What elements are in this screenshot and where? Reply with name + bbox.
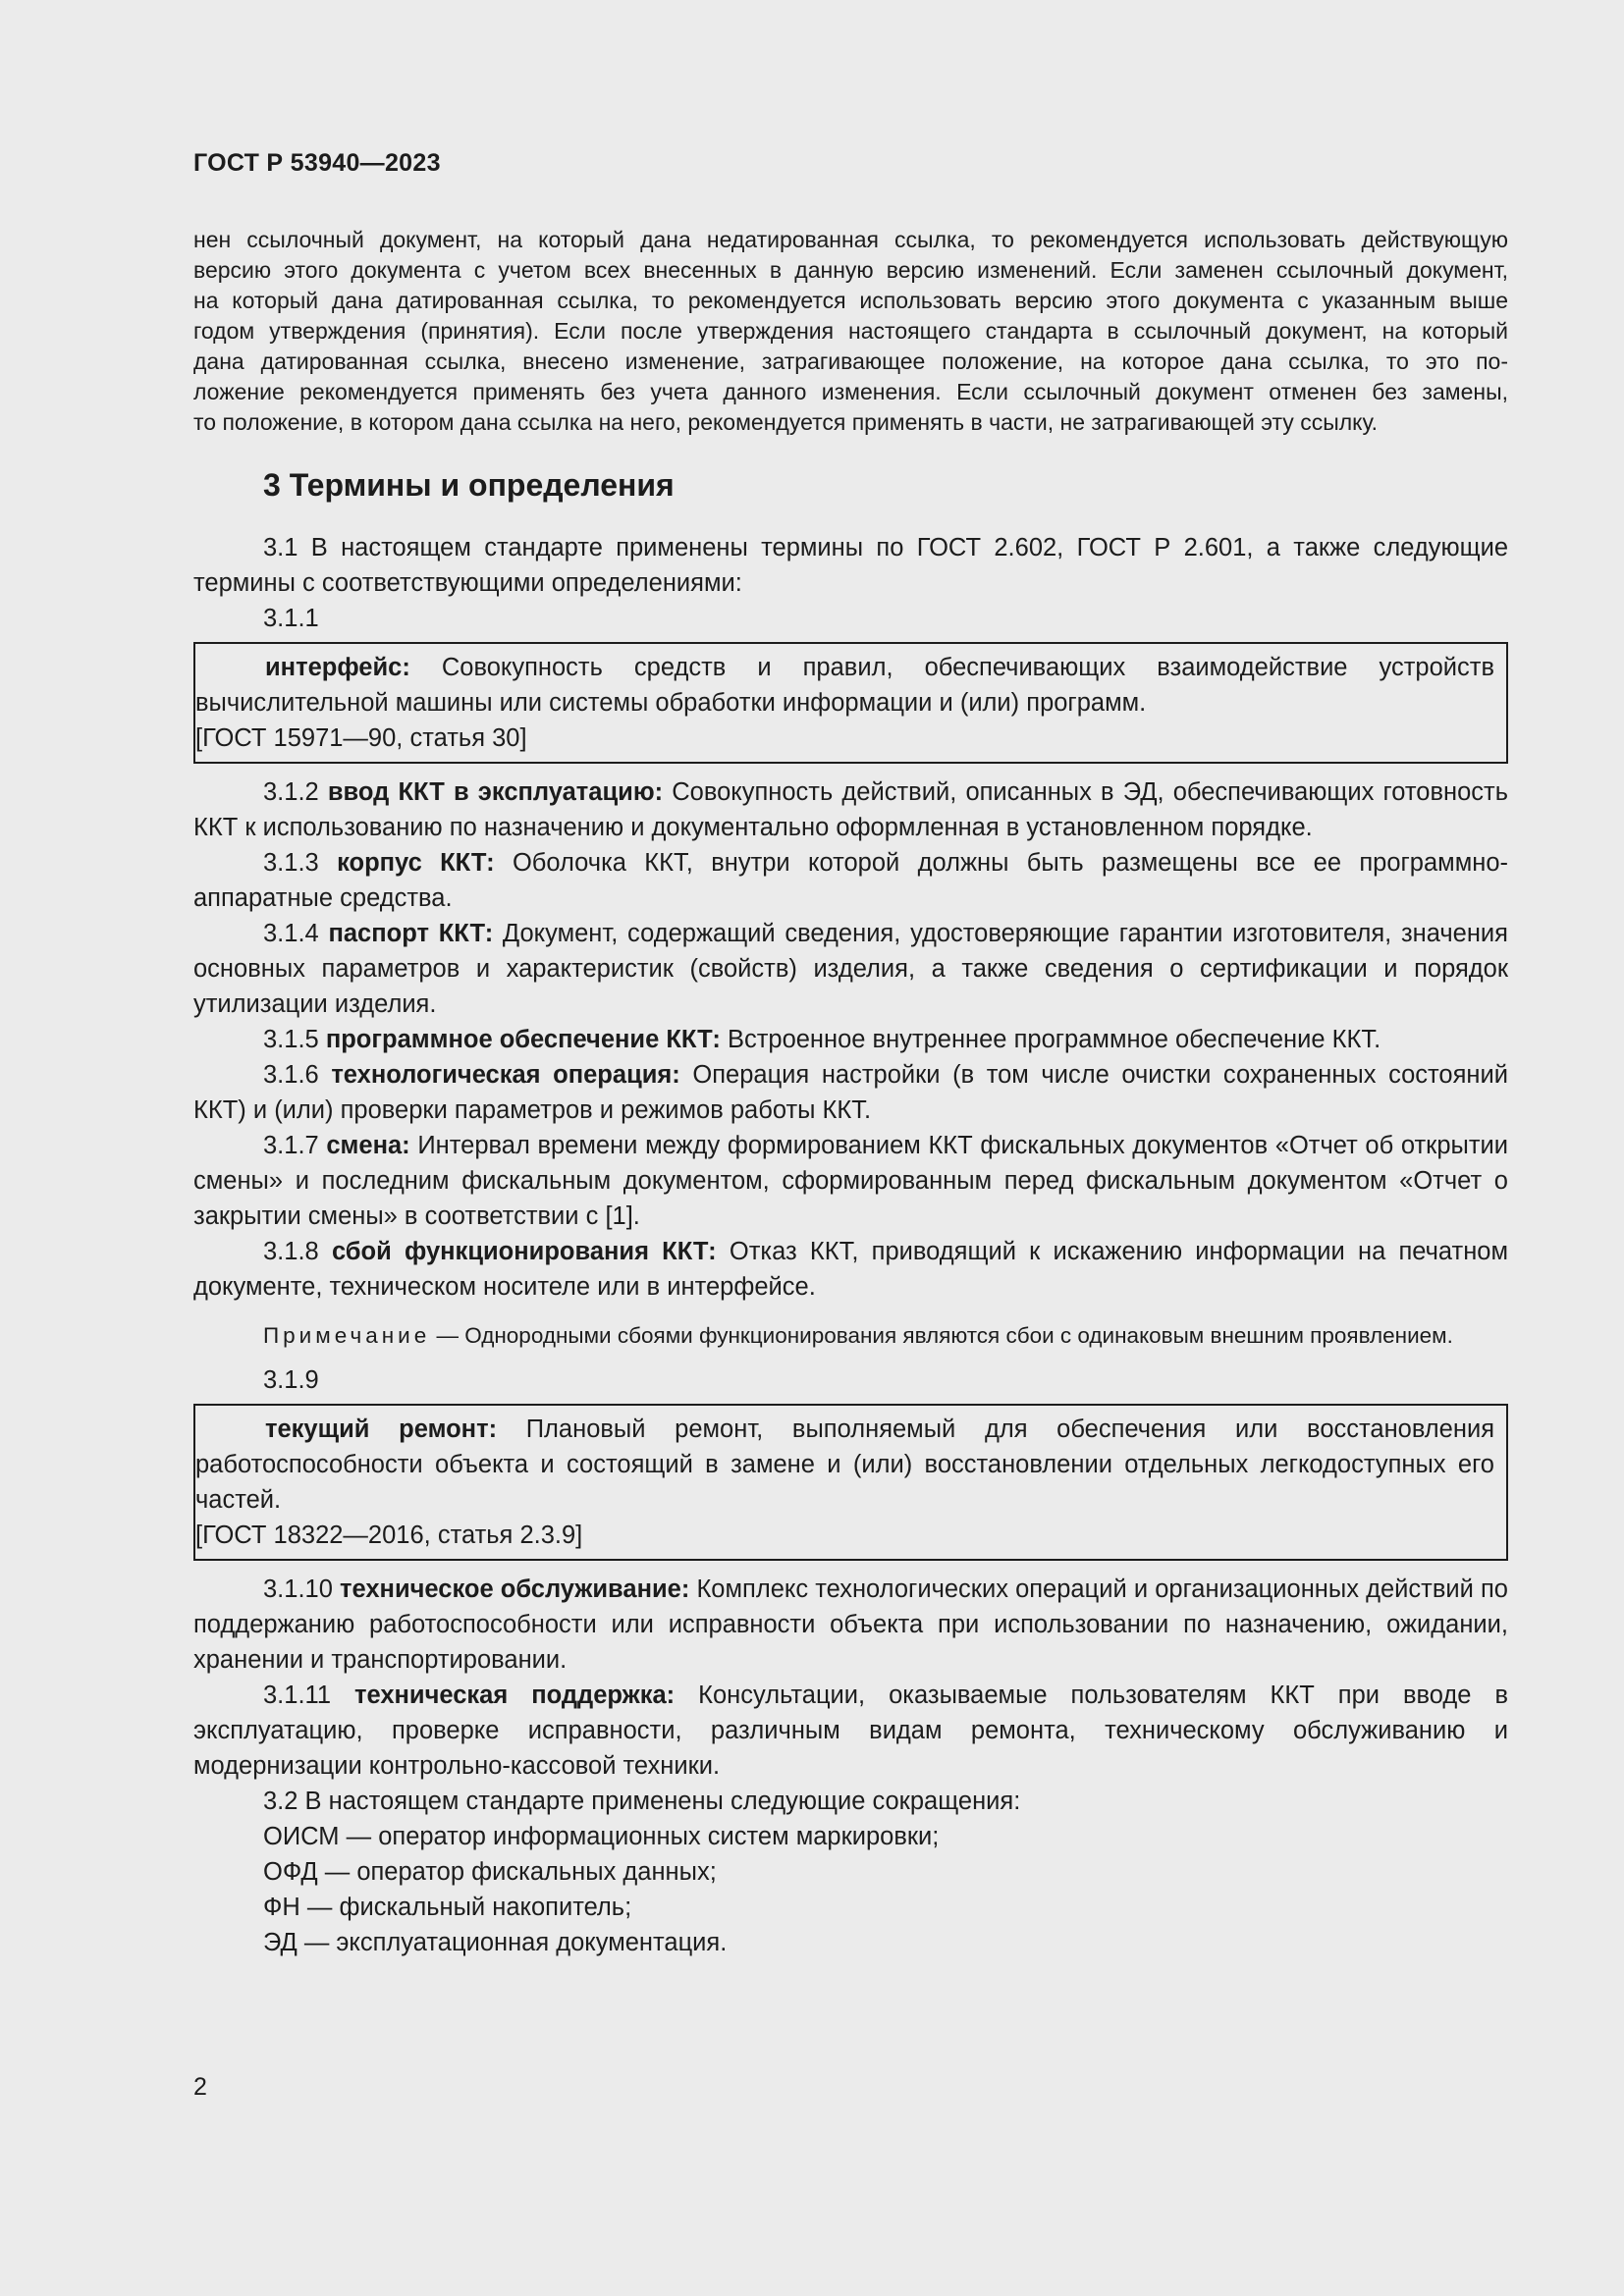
term-box-current-repair <box>193 1404 1508 1561</box>
intro-line: то положение, в котором дана ссылка на него, рекомендуется применять в части, не затрагивающей эту ссылку. <box>193 409 1379 435</box>
term-text: Документ, содержащий сведения, удостоверяющие гарантии изготовителя, значения основных параметров и характеристик (свойств) изделия, а также сведения о сертификации и порядок утилизации изделия. <box>193 920 1508 1018</box>
term-text: Операция настройки (в том числе очистки сохраненных состояний ККТ) и (или) проверки параметров и режимов работы ККТ. <box>193 1061 1508 1124</box>
document-header: ГОСТ Р 53940—2023 <box>193 149 441 177</box>
term-text: Консультации, оказываемые пользователям ККТ при вводе в эксплуатацию, проверке исправности, различным видам ремонта, техническому обслуживанию и модернизации контрольно-кассовой техники. <box>193 1682 1509 1780</box>
term-name: программное обеспечение ККТ: <box>325 1026 721 1053</box>
term-number: 3.1.11 <box>263 1682 354 1709</box>
term-name: техническая поддержка: <box>353 1682 676 1709</box>
term-3-1-3 <box>193 845 1508 916</box>
term-number: 3.1.4 <box>263 920 329 947</box>
intro-line: дана датированная ссылка, внесено изменение, затрагивающее положение, на которое дана ссылка, то это по- <box>193 348 1508 374</box>
term-number: 3.1.6 <box>263 1061 332 1089</box>
term-text: Оболочка ККТ, внутри которой должны быть размещены все ее программно-аппаратные средства. <box>193 849 1508 912</box>
term-text: Совокупность средств и правил, обеспечивающих взаимодействие устройств вычислительной машины или системы обработки информации и (или) программ. <box>195 654 1494 717</box>
intro-line: годом утверждения (принятия). Если после утверждения настоящего стандарта в ссылочный документ, на который <box>193 318 1508 344</box>
intro-line: на который дана датированная ссылка, то рекомендуется использовать версию этого документа с указанным выше <box>193 288 1508 313</box>
term-name: корпус ККТ: <box>337 849 495 877</box>
clause-3-1: 3.1 В настоящем стандарте применены термины по ГОСТ 2.602, ГОСТ Р 2.601, а также следующие термины с соответствующими определениями: <box>193 534 1508 597</box>
term-3-1-5 <box>193 1022 1508 1057</box>
term-text: Комплекс технологических операций и организационных действий по поддержанию работоспособности или исправности объекта при использовании по назначению, ожидании, хранении и транспортировании. <box>193 1575 1508 1674</box>
term-source: [ГОСТ 15971—90, статья 30] <box>195 724 527 752</box>
term-text: Плановый ремонт, выполняемый для обеспечения или восстановления работоспособности объекта и состоящий в замене и (или) восстановлении отдельных легкодоступных его частей. <box>195 1415 1494 1514</box>
term-name: текущий ремонт: <box>265 1415 498 1443</box>
page-number: 2 <box>193 2073 207 2101</box>
term-text: Совокупность действий, описанных в ЭД, обеспечивающих готовность ККТ к использованию по назначению и документально оформленная в установленном порядке. <box>193 778 1508 841</box>
term-definition <box>195 1412 1494 1518</box>
term-name: сбой функционирования ККТ: <box>331 1238 717 1265</box>
term-text: Отказ ККТ, приводящий к искажению информации на печатном документе, техническом носителе или в интерфейсе. <box>193 1238 1508 1301</box>
term-text: Встроенное внутреннее программное обеспечение ККТ. <box>720 1026 1381 1053</box>
term-3-1-4 <box>193 916 1508 1022</box>
clause-3-2: 3.2 В настоящем стандарте применены следующие сокращения: <box>263 1788 1021 1815</box>
intro-paragraph <box>193 225 1508 438</box>
note <box>193 1320 1508 1351</box>
term-name: смена: <box>326 1132 410 1159</box>
note-label: Примечание <box>263 1323 431 1348</box>
intro-line: версию этого документа с учетом всех внесенных в данную версию изменений. Если заменен ссылочный документ, <box>193 257 1508 283</box>
term-3-1-6 <box>193 1057 1508 1128</box>
term-3-1-2 <box>193 774 1508 845</box>
term-number: 3.1.8 <box>263 1238 332 1265</box>
term-3-1-10 <box>193 1572 1508 1678</box>
abbreviation-item: ОФД — оператор фискальных данных; <box>263 1858 717 1886</box>
term-name: техническое обслуживание: <box>340 1575 690 1603</box>
abbreviation-item: ЭД — эксплуатационная документация. <box>263 1929 728 1956</box>
term-box-interface <box>193 642 1508 764</box>
clause-number: 3.1.1 <box>263 605 319 632</box>
term-3-1-11 <box>193 1678 1508 1784</box>
term-name: ввод ККТ в эксплуатацию: <box>327 778 664 806</box>
term-number: 3.1.10 <box>263 1575 341 1603</box>
intro-line: нен ссылочный документ, на который дана недатированная ссылка, то рекомендуется использовать действующую <box>193 227 1508 252</box>
term-number: 3.1.7 <box>263 1132 327 1159</box>
intro-line: ложение рекомендуется применять без учета данного изменения. Если ссылочный документ отменен без замены, <box>193 379 1508 404</box>
term-source: [ГОСТ 18322—2016, статья 2.3.9] <box>195 1522 583 1549</box>
abbreviation-item: ОИСМ — оператор информационных систем маркировки; <box>263 1823 940 1850</box>
term-name: технологическая операция: <box>331 1061 680 1089</box>
note-text: — Однородными сбоями функционирования являются сбои с одинаковым внешним проявлением. <box>430 1323 1453 1348</box>
term-number: 3.1.3 <box>263 849 338 877</box>
term-number: 3.1.2 <box>263 778 328 806</box>
section-heading: 3 Термины и определения <box>263 467 675 503</box>
clause-number: 3.1.9 <box>263 1366 319 1394</box>
term-name: интерфейс: <box>265 654 410 681</box>
term-3-1-8 <box>193 1234 1508 1305</box>
term-text: Интервал времени между формированием ККТ фискальных документов «Отчет об открытии смены» и последним фискальным документом, сформированным перед фискальным документом «Отчет о закрытии смены» в соответствии с [1]. <box>193 1132 1508 1230</box>
section-body <box>193 530 1508 1960</box>
term-definition <box>195 650 1494 721</box>
term-3-1-7 <box>193 1128 1508 1234</box>
term-number: 3.1.5 <box>263 1026 326 1053</box>
abbreviation-item: ФН — фискальный накопитель; <box>263 1894 632 1921</box>
term-name: паспорт ККТ: <box>328 920 494 947</box>
